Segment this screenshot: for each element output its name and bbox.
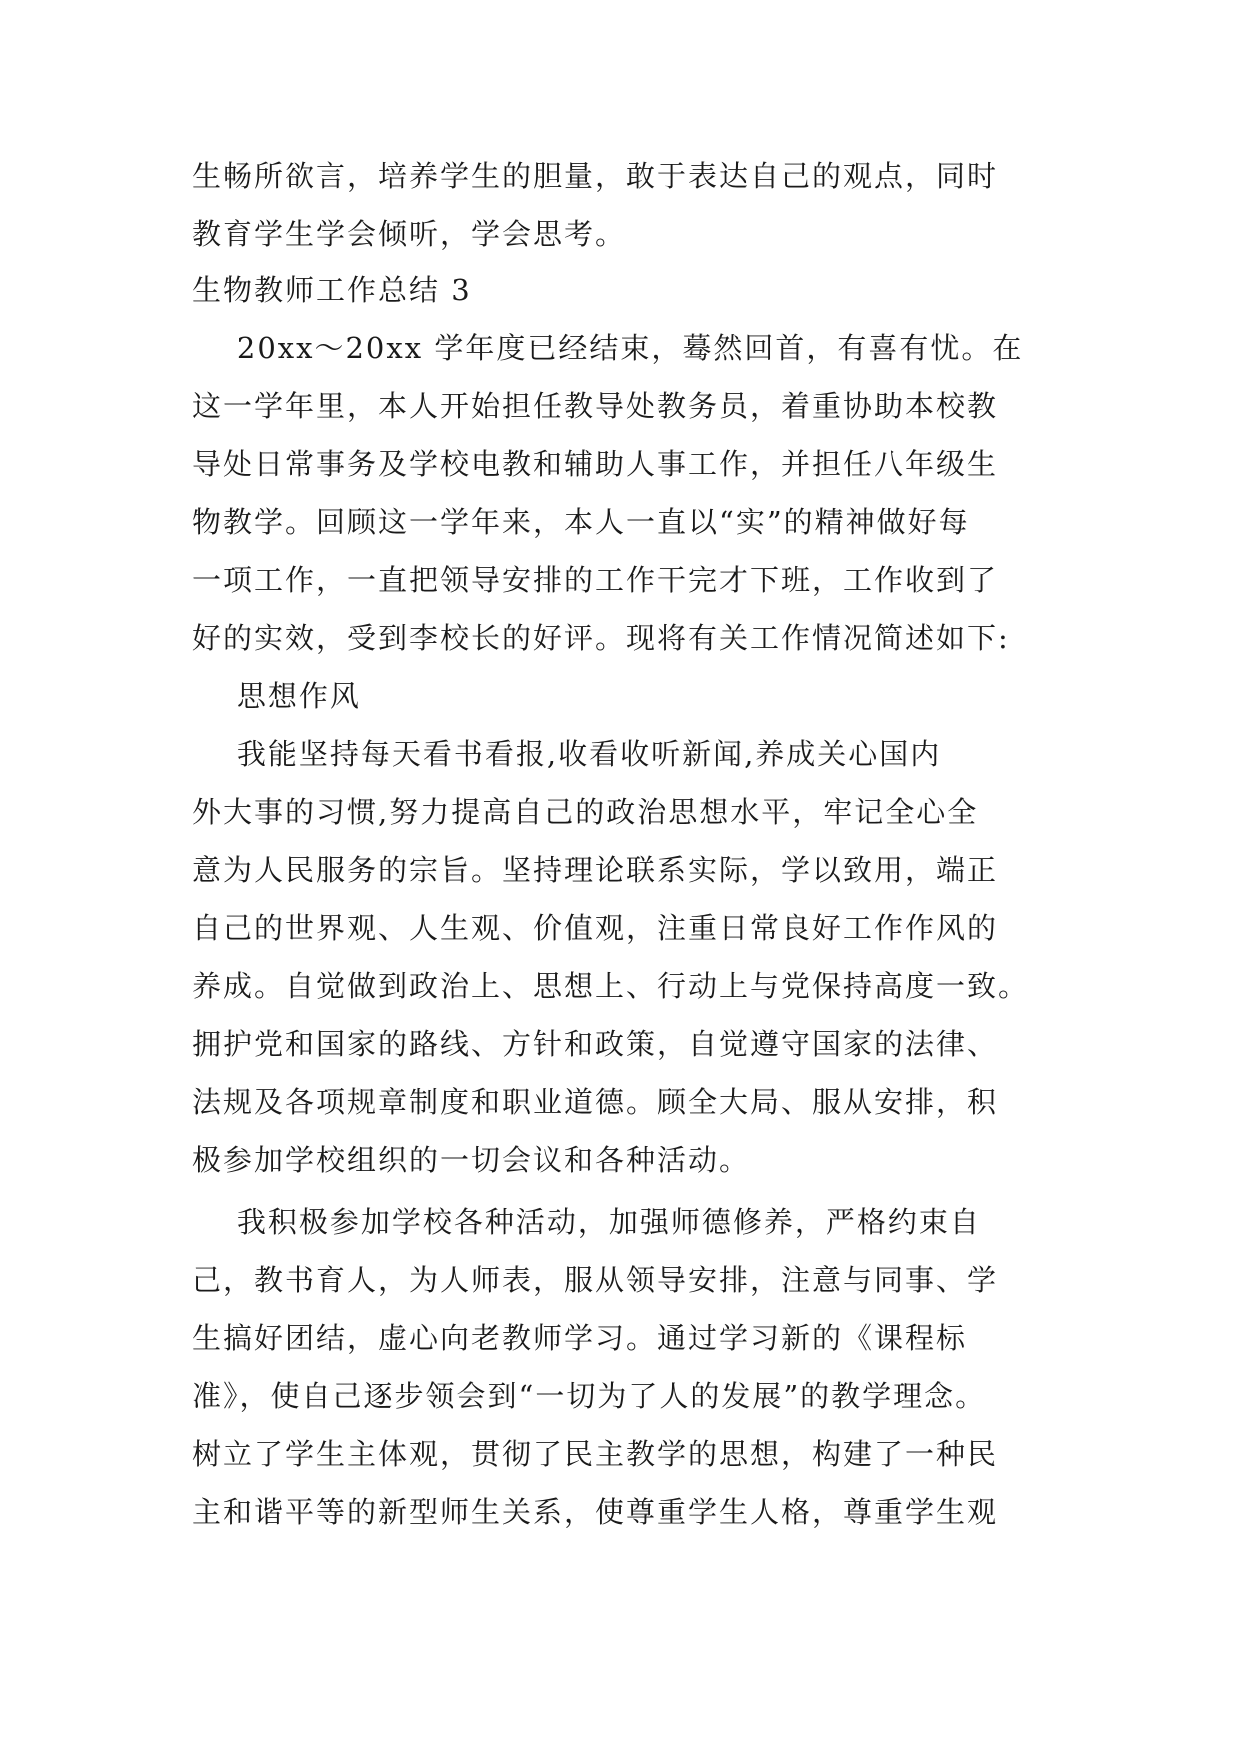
text-line: 好的实效，受到李校长的好评。现将有关工作情况简述如下: [192, 621, 1010, 655]
text-line: 生畅所欲言，培养学生的胆量，敢于表达自己的观点，同时 [192, 159, 999, 193]
text-line: 我能坚持每天看书看报,收看收听新闻,养成关心国内 [192, 737, 942, 771]
text-line: 己，教书育人，为人师表，服从领导安排，注意与同事、学 [192, 1263, 999, 1297]
text-line: 导处日常事务及学校电教和辅助人事工作，并担任八年级生 [192, 447, 999, 481]
text-line: 树立了学生主体观，贯彻了民主教学的思想，构建了一种民 [192, 1437, 999, 1471]
text-line: 准》，使自己逐步领会到“一切为了人的发展”的教学理念。 [192, 1379, 987, 1413]
text-line: 主和谐平等的新型师生关系，使尊重学生人格，尊重学生观 [192, 1495, 999, 1529]
text-line: 极参加学校组织的一切会议和各种活动。 [192, 1143, 751, 1177]
text-line: 我积极参加学校各种活动，加强师德修养，严格约束自 [192, 1205, 981, 1239]
text-line: 20xx～20xx 学年度已经结束，蓦然回首，有喜有忧。在 [192, 331, 1024, 365]
text-line: 自己的世界观、人生观、价值观，注重日常良好工作作风的 [192, 911, 999, 945]
text-line: 外大事的习惯,努力提高自己的政治思想水平，牢记全心全 [192, 795, 979, 829]
text-line: 物教学。回顾这一学年来，本人一直以“实”的精神做好每 [192, 505, 970, 539]
text-line: 生搞好团结，虚心向老教师学习。通过学习新的《课程标 [192, 1321, 968, 1355]
section-heading: 生物教师工作总结 3 [192, 273, 472, 307]
subsection-heading: 思想作风 [192, 679, 361, 713]
text-line: 法规及各项规章制度和职业道德。顾全大局、服从安排，积 [192, 1085, 999, 1119]
text-line: 教育学生学会倾听，学会思考。 [192, 217, 627, 251]
text-line: 这一学年里，本人开始担任教导处教务员，着重协助本校教 [192, 389, 999, 423]
text-line: 拥护党和国家的路线、方针和政策，自觉遵守国家的法律、 [192, 1027, 999, 1061]
text-line: 养成。自觉做到政治上、思想上、行动上与党保持高度一致。 [192, 969, 1030, 1003]
text-line: 意为人民服务的宗旨。坚持理论联系实际，学以致用，端正 [192, 853, 999, 887]
text-line: 一项工作，一直把领导安排的工作干完才下班，工作收到了 [192, 563, 999, 597]
